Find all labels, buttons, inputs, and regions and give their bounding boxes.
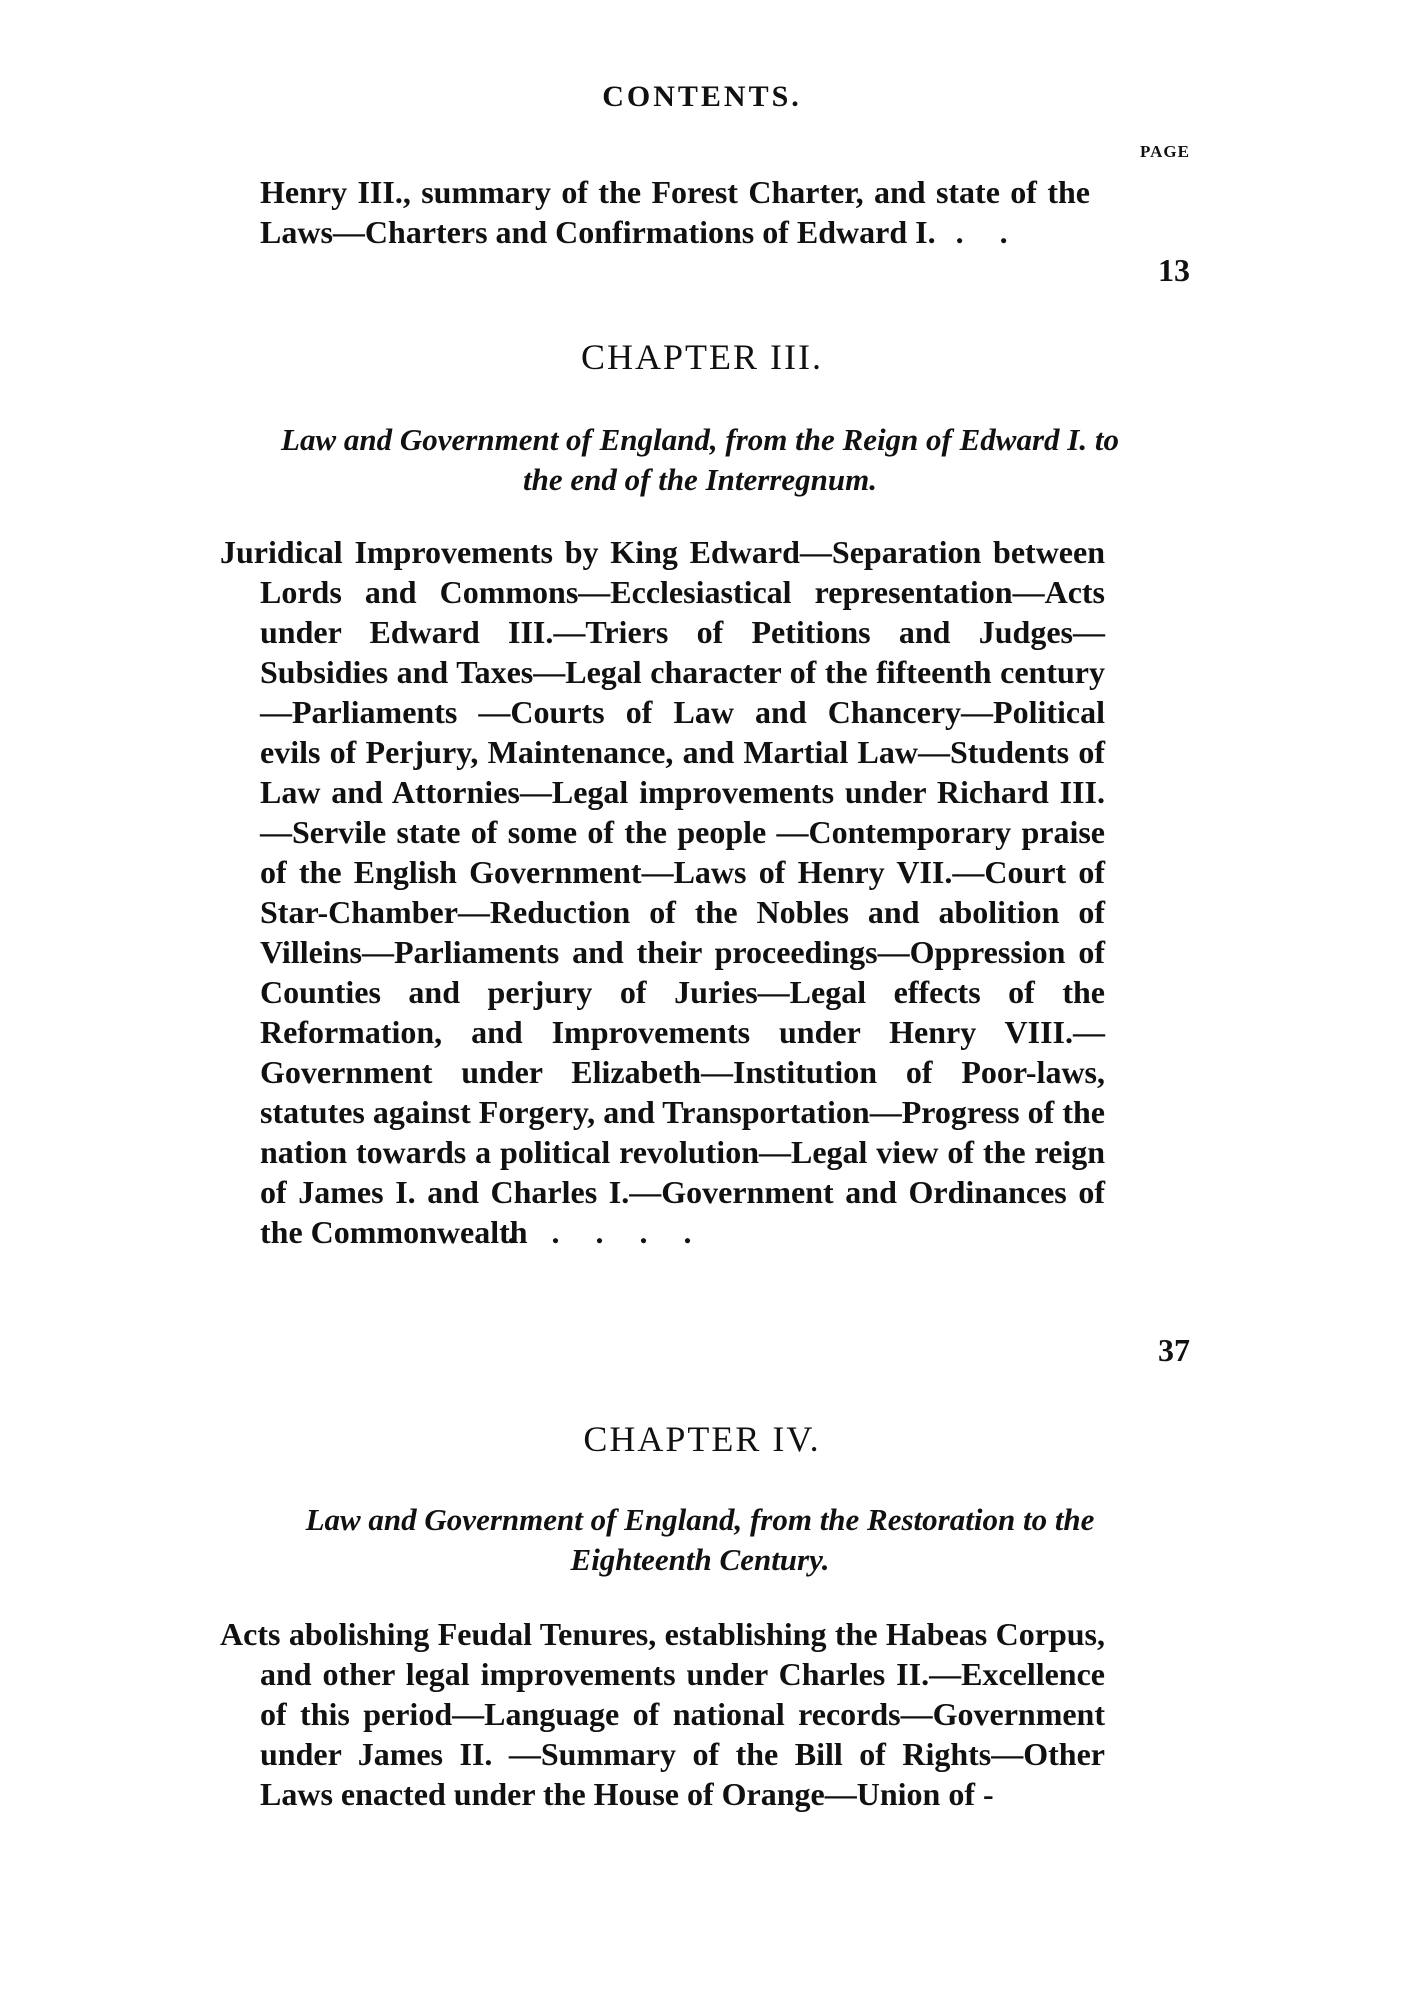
contents-entry-henry-iii xyxy=(220,172,1090,252)
entry-text: Henry III., summary of the Forest Charter, and state of the Laws—Charters and Confirmations of Edward I. xyxy=(260,174,1090,250)
chapter-subtitle: Law and Government of England, from the Reign of Edward I. to the end of the Interregnum. xyxy=(281,422,1119,497)
running-title: CONTENTS. xyxy=(602,80,802,113)
chapter-summary xyxy=(220,1614,1105,1814)
chapter-subtitle: Law and Government of England, from the Restoration to the Eighteenth Century. xyxy=(305,1502,1095,1577)
chapter-title: CHAPTER III. xyxy=(581,337,823,377)
page-column-label: PAGE xyxy=(1140,142,1190,161)
entry-leader: . . xyxy=(955,214,1022,250)
entry-page-number: 13 xyxy=(1158,252,1190,288)
entry-leader: . . . . . xyxy=(507,1214,706,1250)
chapter-summary-text: Juridical Improvements by King Edward—Separation between Lords and Commons—Ecclesiastical representation—Acts under Edward III.—Triers of Petitions and Judges—Subsidies and Taxes—Legal character of the fifteenth century—Parliaments —Courts of Law and Chancery—Political evils of Perjury, Maintenance, and Martial Law—Students of Law and Attornies—Legal improvements under Richard III.—Servile state of some of the people —Contemporary praise of the English Government—Laws of Henry VII.—Court of Star-Chamber—Reduction of the Nobles and abolition of Villeins—Parliaments and their proceedings—Oppression of Counties and perjury of Juries—Legal effects of the Reformation, and Improvements under Henry VIII.—Government under Elizabeth—Institution of Poor-laws, statutes against Forgery, and Transportation—Progress of the nation towards a political revolution—Legal view of the reign of James I. and Charles I.—Government and Ordinances of the Commonwealth xyxy=(220,534,1105,1250)
chapter-summary-text: Acts abolishing Feudal Tenures, establishing the Habeas Corpus, and other legal improvements under Charles II.—Excellence of this period—Language of national records—Government under James II. —Summary of the Bill of Rights—Other Laws enacted under the House of Orange—Union of - xyxy=(220,1616,1105,1812)
entry-page-number: 37 xyxy=(1158,1332,1190,1368)
chapter-title: CHAPTER IV. xyxy=(583,1419,821,1459)
chapter-summary xyxy=(220,532,1105,1252)
